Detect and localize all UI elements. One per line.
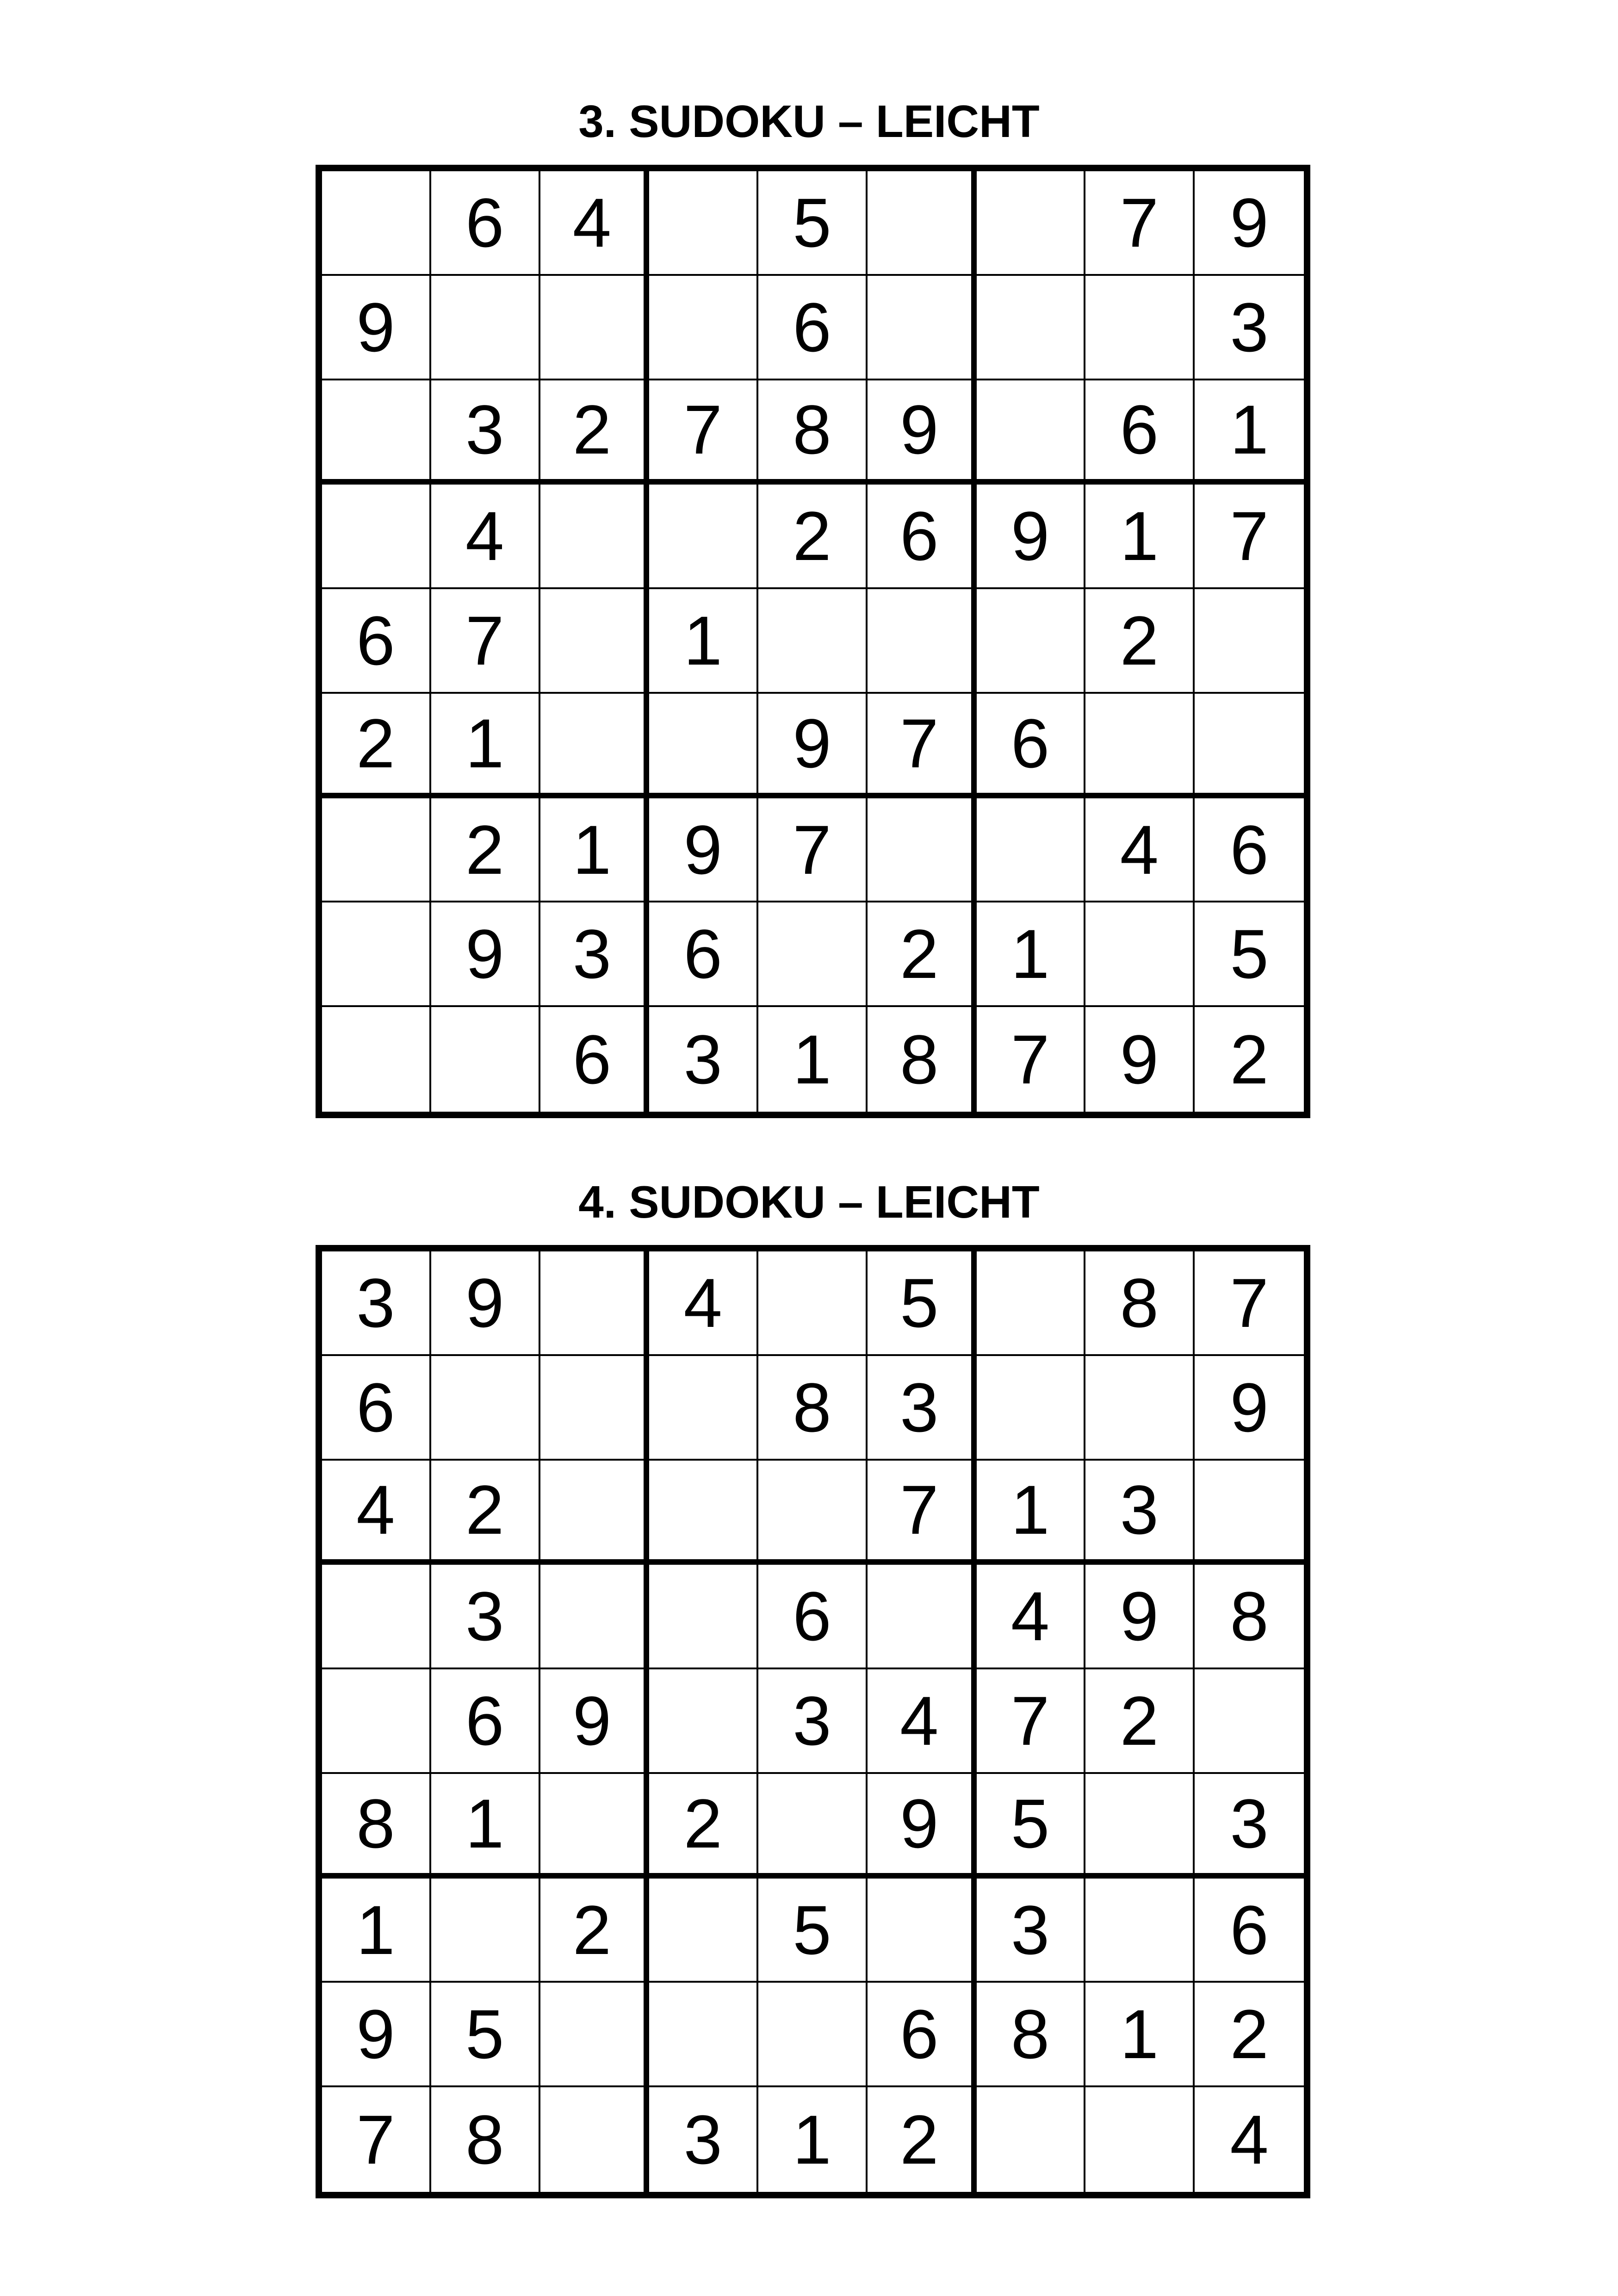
sudoku-cell: 6 [322, 589, 431, 694]
sudoku-cell: 9 [322, 276, 431, 380]
sudoku-cell[interactable] [1195, 589, 1304, 694]
sudoku-cell[interactable] [431, 276, 540, 380]
sudoku-cell: 7 [649, 380, 758, 485]
sudoku-cell[interactable] [540, 1356, 650, 1461]
sudoku-cell: 4 [1085, 798, 1195, 903]
sudoku-cell: 3 [431, 380, 540, 485]
sudoku-cell[interactable] [649, 485, 758, 589]
sudoku-cell[interactable] [431, 1007, 540, 1112]
sudoku-cell: 2 [431, 1461, 540, 1565]
sudoku-cell[interactable] [758, 902, 868, 1007]
sudoku-cell: 7 [322, 2087, 431, 2192]
sudoku-cell: 7 [977, 1669, 1086, 1774]
sudoku-cell: 6 [431, 171, 540, 276]
sudoku-cell: 7 [758, 798, 868, 903]
sudoku-cell: 2 [540, 380, 650, 485]
sudoku-cell: 9 [540, 1669, 650, 1774]
sudoku-cell: 3 [868, 1356, 977, 1461]
sudoku-cell: 6 [758, 1565, 868, 1669]
sudoku-cell[interactable] [322, 902, 431, 1007]
sudoku-cell[interactable] [649, 1879, 758, 1983]
sudoku-cell: 3 [977, 1879, 1086, 1983]
sudoku-cell: 3 [1195, 1774, 1304, 1879]
sudoku-cell[interactable] [758, 1251, 868, 1356]
sudoku-cell: 4 [1230, 2101, 1269, 2179]
sudoku-cell: 9 [431, 1251, 540, 1356]
sudoku-cell: 1 [431, 694, 540, 798]
sudoku-cell: 7 [1195, 1251, 1304, 1356]
sudoku-cell[interactable] [540, 1565, 650, 1669]
sudoku-cell: 2 [322, 694, 431, 798]
sudoku-cell: 2 [1230, 1020, 1269, 1099]
sudoku-cell: 1 [540, 798, 650, 903]
sudoku-cell[interactable] [540, 2087, 650, 2192]
sudoku-cell[interactable] [322, 485, 431, 589]
sudoku-cell: 5 [977, 1774, 1086, 1879]
sudoku-cell: 3 [322, 1251, 431, 1356]
sudoku-cell[interactable] [1085, 902, 1195, 1007]
sudoku-cell[interactable] [868, 171, 977, 276]
sudoku-cell: 1 [977, 1461, 1086, 1565]
sudoku-cell: 2 [868, 2087, 977, 2192]
sudoku-cell: 8 [758, 1356, 868, 1461]
sudoku-cell: 1 [1195, 380, 1304, 485]
sudoku-cell: 9 [649, 798, 758, 903]
sudoku-cell: 6 [1085, 380, 1195, 485]
sudoku-cell: 9 [1085, 1565, 1195, 1669]
sudoku-cell[interactable] [977, 2087, 1086, 2192]
sudoku-cell[interactable] [322, 1565, 431, 1669]
sudoku-cell: 5 [868, 1251, 977, 1356]
sudoku-cell: 6 [977, 694, 1086, 798]
sudoku-cell: 6 [1195, 1879, 1304, 1983]
sudoku-cell[interactable] [1085, 2087, 1195, 2192]
sudoku-cell: 8 [322, 1774, 431, 1879]
sudoku-cell[interactable] [1195, 1669, 1304, 1774]
sudoku-cell: 4 [649, 1251, 758, 1356]
sudoku-cell[interactable] [868, 1879, 977, 1983]
sudoku-cell[interactable] [868, 798, 977, 903]
sudoku-cell: 3 [1195, 276, 1304, 380]
sudoku-cell: 1 [431, 1774, 540, 1879]
sudoku-cell[interactable] [1085, 1879, 1195, 1983]
sudoku-cell: 7 [977, 1007, 1086, 1112]
sudoku-cell: 3 [758, 1669, 868, 1774]
sudoku-cell[interactable] [977, 1356, 1086, 1461]
sudoku-cell: 8 [431, 2087, 540, 2192]
sudoku-cell[interactable] [758, 1461, 868, 1565]
sudoku-cell[interactable] [868, 589, 977, 694]
sudoku-cell[interactable] [649, 1983, 758, 2087]
sudoku-cell[interactable] [1195, 1461, 1304, 1565]
sudoku-cell[interactable] [431, 1356, 540, 1461]
sudoku-cell: 3 [431, 1565, 540, 1669]
sudoku-cell: 5 [431, 1983, 540, 2087]
sudoku-cell: 8 [758, 380, 868, 485]
sudoku-cell: 3 [540, 902, 650, 1007]
sudoku-cell: 1 [1085, 485, 1195, 589]
sudoku-cell: 8 [1195, 1565, 1304, 1669]
sudoku-cell: 5 [758, 171, 868, 276]
sudoku-cell: 9 [758, 694, 868, 798]
sudoku-grid [316, 165, 1310, 1118]
sudoku-cell: 7 [1085, 171, 1195, 276]
sudoku-cell: 6 [431, 1669, 540, 1774]
sudoku-cell: 1 [977, 902, 1086, 1007]
sudoku-cell: 6 [322, 1356, 431, 1461]
sudoku-cell: 4 [431, 485, 540, 589]
sudoku-cell: 7 [1195, 485, 1304, 589]
sudoku-cell: 5 [758, 1879, 868, 1983]
sudoku-cell[interactable] [1085, 276, 1195, 380]
sudoku-cell[interactable] [540, 589, 650, 694]
sudoku-cell[interactable] [977, 798, 1086, 903]
sudoku-cell[interactable] [758, 1983, 868, 2087]
sudoku-cell[interactable] [322, 1669, 431, 1774]
puzzle-title: 4. SUDOKU – LEICHT [578, 1176, 1040, 1227]
sudoku-cell[interactable] [322, 171, 431, 276]
sudoku-cell: 4 [322, 1461, 431, 1565]
sudoku-cell[interactable] [649, 1669, 758, 1774]
sudoku-cell: 2 [1085, 589, 1195, 694]
sudoku-cell: 9 [322, 1983, 431, 2087]
sudoku-cell[interactable] [977, 589, 1086, 694]
sudoku-cell: 6 [1195, 798, 1304, 903]
sudoku-cell: 5 [1195, 902, 1304, 1007]
sudoku-cell: 6 [540, 1007, 650, 1112]
sudoku-cell: 7 [868, 694, 977, 798]
sudoku-cell[interactable] [649, 171, 758, 276]
sudoku-cell[interactable] [540, 276, 650, 380]
sudoku-cell: 8 [868, 1007, 977, 1112]
sudoku-cell: 1 [322, 1879, 431, 1983]
sudoku-cell[interactable] [868, 276, 977, 380]
sudoku-cell[interactable] [649, 694, 758, 798]
sudoku-cell[interactable] [322, 380, 431, 485]
puzzle-title: 3. SUDOKU – LEICHT [578, 96, 1040, 147]
sudoku-cell: 1 [649, 589, 758, 694]
sudoku-cell: 3 [649, 1007, 758, 1112]
sudoku-cell: 1 [758, 1007, 868, 1112]
sudoku-cell[interactable] [1085, 694, 1195, 798]
sudoku-cell: 4 [540, 171, 650, 276]
sudoku-cell[interactable] [1085, 1356, 1195, 1461]
sudoku-cell: 1 [1085, 1983, 1195, 2087]
sudoku-cell: 7 [431, 589, 540, 694]
sudoku-cell[interactable] [758, 1774, 868, 1879]
sudoku-cell[interactable] [1085, 1774, 1195, 1879]
sudoku-cell: 4 [868, 1669, 977, 1774]
sudoku-cell[interactable] [977, 276, 1086, 380]
sudoku-cell[interactable] [649, 1461, 758, 1565]
sudoku-cell[interactable] [649, 1356, 758, 1461]
sudoku-cell[interactable] [977, 1251, 1086, 1356]
sudoku-cell[interactable] [1195, 694, 1304, 798]
sudoku-cell: 9 [1085, 1007, 1195, 1112]
sudoku-cell: 2 [868, 902, 977, 1007]
sudoku-cell[interactable] [977, 171, 1086, 276]
sudoku-cell: 4 [977, 1565, 1086, 1669]
sudoku-grid [316, 1245, 1310, 2198]
sudoku-cell: 2 [649, 1774, 758, 1879]
sudoku-cell: 9 [431, 902, 540, 1007]
sudoku-cell: 8 [977, 1983, 1086, 2087]
sudoku-cell: 3 [649, 2087, 758, 2192]
sudoku-cell: 2 [1085, 1669, 1195, 1774]
sudoku-cell: 6 [868, 1983, 977, 2087]
sudoku-cell: 6 [868, 485, 977, 589]
sudoku-cell[interactable] [758, 589, 868, 694]
sudoku-cell[interactable] [977, 380, 1086, 485]
sudoku-cell: 7 [868, 1461, 977, 1565]
sudoku-cell: 9 [1195, 171, 1304, 276]
sudoku-cell[interactable] [649, 276, 758, 380]
sudoku-cell: 9 [977, 485, 1086, 589]
sudoku-cell: 9 [1195, 1356, 1304, 1461]
sudoku-cell[interactable] [322, 1007, 431, 1112]
sudoku-cell: 9 [868, 1774, 977, 1879]
sudoku-cell[interactable] [540, 694, 650, 798]
sudoku-cell: 2 [1195, 1983, 1304, 2087]
sudoku-cell[interactable] [540, 1983, 650, 2087]
sudoku-cell: 6 [649, 902, 758, 1007]
sudoku-cell[interactable] [431, 1879, 540, 1983]
sudoku-cell[interactable] [540, 1251, 650, 1356]
sudoku-cell: 3 [1085, 1461, 1195, 1565]
sudoku-cell[interactable] [540, 1461, 650, 1565]
sudoku-cell: 1 [758, 2087, 868, 2192]
sudoku-cell: 9 [868, 380, 977, 485]
sudoku-cell[interactable] [649, 1565, 758, 1669]
sudoku-cell: 2 [540, 1879, 650, 1983]
sudoku-cell[interactable] [322, 798, 431, 903]
sudoku-cell: 2 [431, 798, 540, 903]
sudoku-cell[interactable] [540, 485, 650, 589]
sudoku-cell[interactable] [868, 1565, 977, 1669]
sudoku-cell[interactable] [540, 1774, 650, 1879]
sudoku-cell: 6 [758, 276, 868, 380]
sudoku-cell: 8 [1085, 1251, 1195, 1356]
sudoku-cell: 2 [758, 485, 868, 589]
